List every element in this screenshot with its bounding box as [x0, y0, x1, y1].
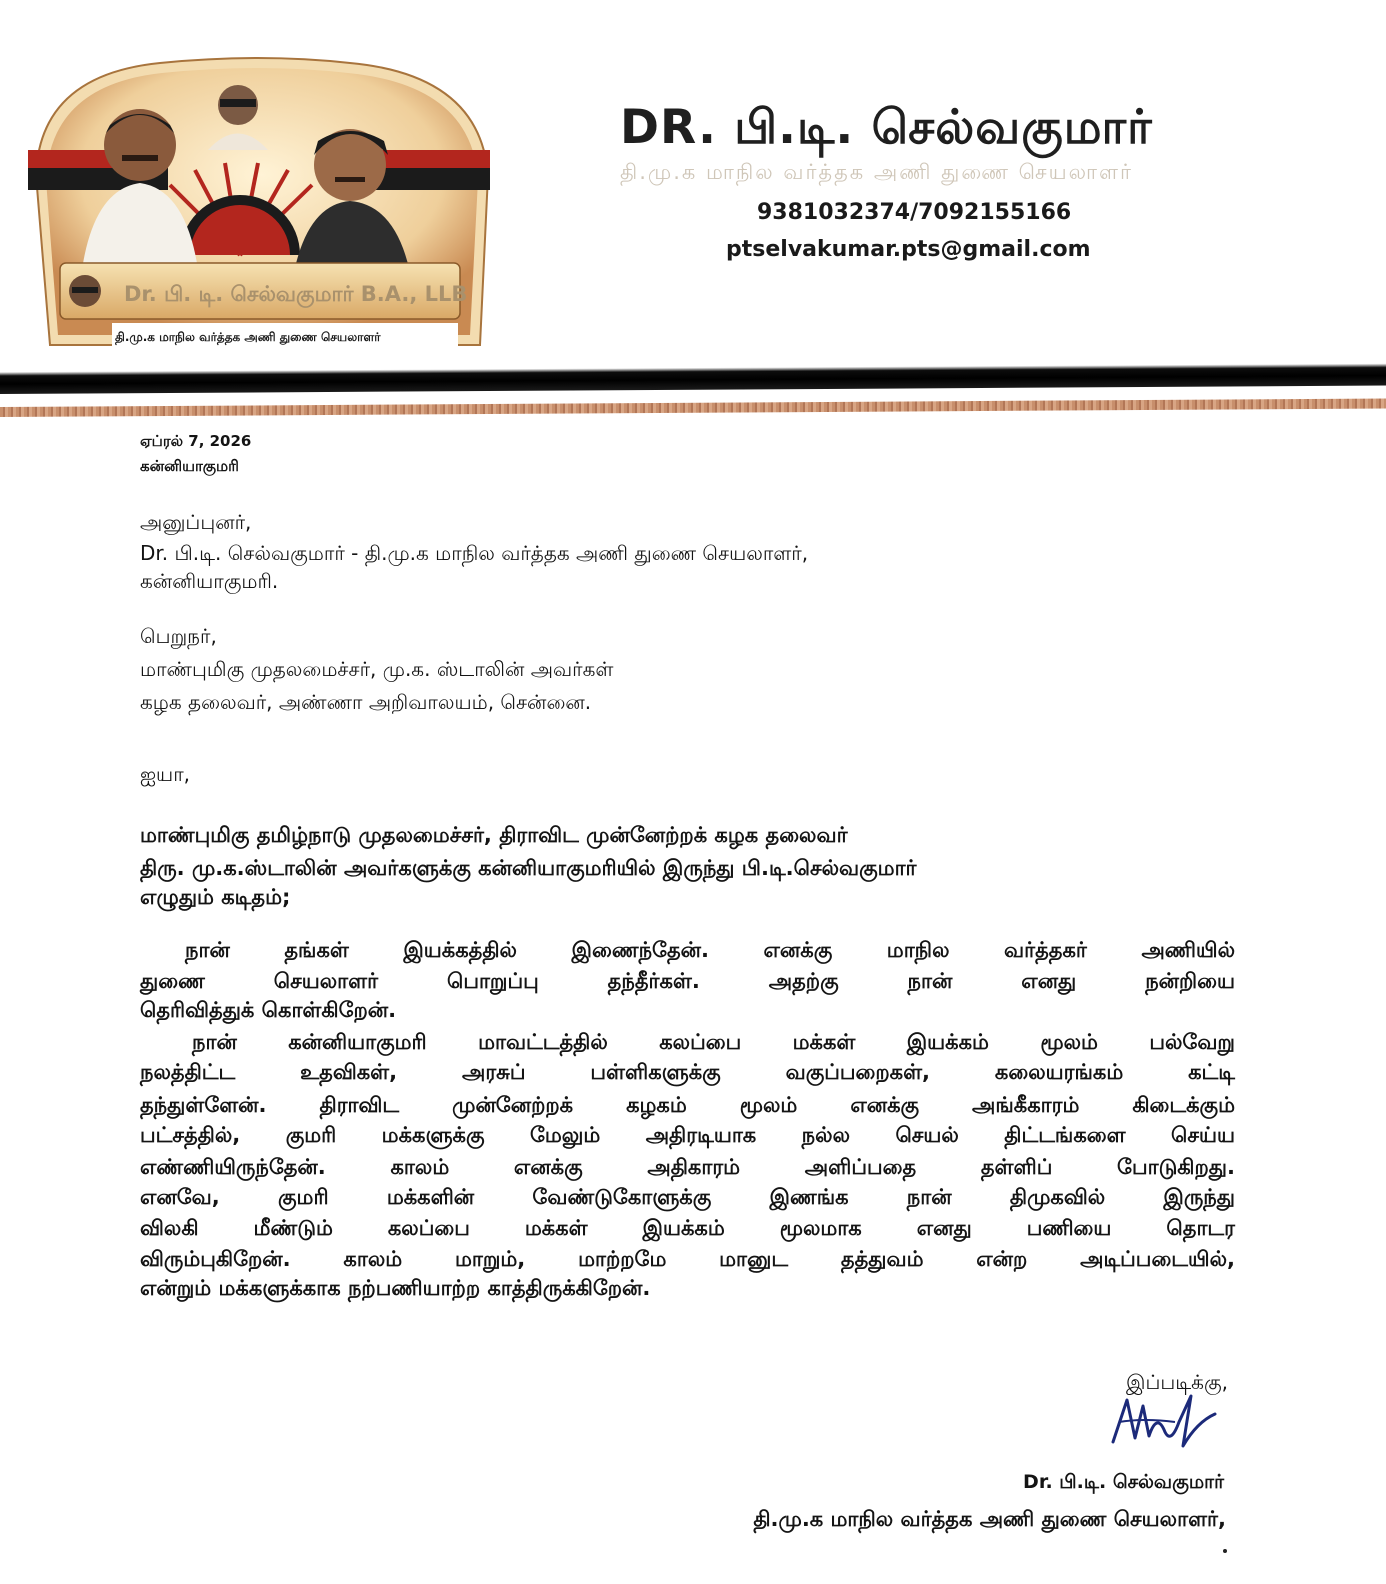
- intro-line: எழுதும் கடிதம்;: [140, 885, 291, 909]
- letter-date: ஏப்ரல் 7, 2026: [140, 432, 252, 450]
- recipient-line-1: மாண்புமிகு முதலமைச்சர், மு.க. ஸ்டாலின் அவர்கள்: [140, 657, 614, 681]
- paragraph-2-line: எனவே, குமரி மக்களின் வேண்டுகோளுக்கு இணங்க நான் திமுகவில் இருந்து: [140, 1185, 1235, 1209]
- signatory-title: தி.மு.க மாநில வர்த்தக அணி துணை செயலாளர்,: [753, 1507, 1226, 1531]
- handwritten-signature: [1105, 1392, 1220, 1450]
- letterhead-rule-black: [0, 364, 1386, 394]
- intro-line: மாண்புமிகு தமிழ்நாடு முதலமைச்சர், திராவிட முன்னேற்றக் கழக தலைவர்: [140, 823, 848, 847]
- paragraph-2-line: தந்துள்ளேன். திராவிட முன்னேற்றக் கழகம் மூலம் எனக்கு அங்கீகாரம் கிடைக்கும்: [140, 1093, 1235, 1117]
- recipient-label: பெறுநர்,: [140, 624, 217, 648]
- logo-caption-name: Dr. பி. டி. செல்வகுமார் B.A., LLB: [124, 282, 468, 306]
- letter-place: கன்னியாகுமரி: [140, 457, 239, 475]
- signatory-name: Dr. பி.டி. செல்வகுமார்: [1023, 1471, 1224, 1493]
- letterhead-logo: [10, 55, 502, 355]
- intro-line: திரு. மு.க.ஸ்டாலின் அவர்களுக்கு கன்னியாகுமரியில் இருந்து பி.டி.செல்வகுமார்: [140, 856, 917, 880]
- letterhead-name: DR. பி.டி. செல்வகுமார்: [620, 100, 1153, 155]
- sender-label: அனுப்புனர்,: [140, 510, 252, 534]
- letterhead-rule-brown: [0, 399, 1386, 417]
- paragraph-2-line: என்றும் மக்களுக்காக நற்பணியாற்ற காத்திருக்கிறேன்.: [140, 1276, 651, 1300]
- paragraph-2-line: விரும்புகிறேன். காலம் மாறும், மாற்றமே மானுட தத்துவம் என்ற அடிப்படையில்,: [140, 1247, 1235, 1271]
- paragraph-2-line: பட்சத்தில், குமரி மக்களுக்கு மேலும் அதிரடியாக நல்ல செயல் திட்டங்களை செய்ய: [140, 1123, 1235, 1147]
- paragraph-1-line: நான் தங்கள் இயக்கத்தில் இணைந்தேன். எனக்கு மாநில வர்த்தகர் அணியில்: [185, 938, 1235, 962]
- sender-line-2: கன்னியாகுமரி.: [140, 569, 279, 593]
- closing-text: இப்படிக்கு,: [1126, 1370, 1228, 1394]
- page-dot: [1223, 1549, 1227, 1553]
- salutation: ஐயா,: [140, 762, 191, 786]
- paragraph-1-line: துணை செயலாளர் பொறுப்பு தந்தீர்கள். அதற்கு நான் எனது நன்றியை: [140, 969, 1235, 993]
- paragraph-2-line: நலத்திட்ட உதவிகள், அரசுப் பள்ளிகளுக்கு வகுப்பறைகள், கலையரங்கம் கட்டி: [140, 1060, 1235, 1084]
- paragraph-2-line: நான் கன்னியாகுமரி மாவட்டத்தில் கலப்பை மக்கள் இயக்கம் மூலம் பல்வேறு: [192, 1030, 1235, 1054]
- logo-caption-title: தி.மு.க மாநில வர்த்தக அணி துணை செயலாளர்: [115, 330, 381, 344]
- paragraph-2-line: எண்ணியிருந்தேன். காலம் எனக்கு அதிகாரம் அளிப்பதை தள்ளிப் போடுகிறது.: [140, 1155, 1235, 1179]
- sender-line-1: Dr. பி.டி. செல்வகுமார் - தி.மு.க மாநில வர்த்தக அணி துணை செயலாளர்,: [140, 541, 809, 565]
- letterhead-phone: 9381032374/7092155166: [757, 200, 1072, 225]
- letterhead-subtitle: தி.மு.க மாநில வர்த்தக அணி துணை செயலாளர்: [620, 160, 1133, 184]
- letterhead-email: ptselvakumar.pts@gmail.com: [726, 237, 1091, 262]
- recipient-line-2: கழக தலைவர், அண்ணா அறிவாலயம், சென்னை.: [140, 690, 592, 714]
- paragraph-2-line: விலகி மீண்டும் கலப்பை மக்கள் இயக்கம் மூலமாக எனது பணியை தொடர: [140, 1216, 1235, 1240]
- paragraph-1-line: தெரிவித்துக் கொள்கிறேன்.: [140, 998, 397, 1022]
